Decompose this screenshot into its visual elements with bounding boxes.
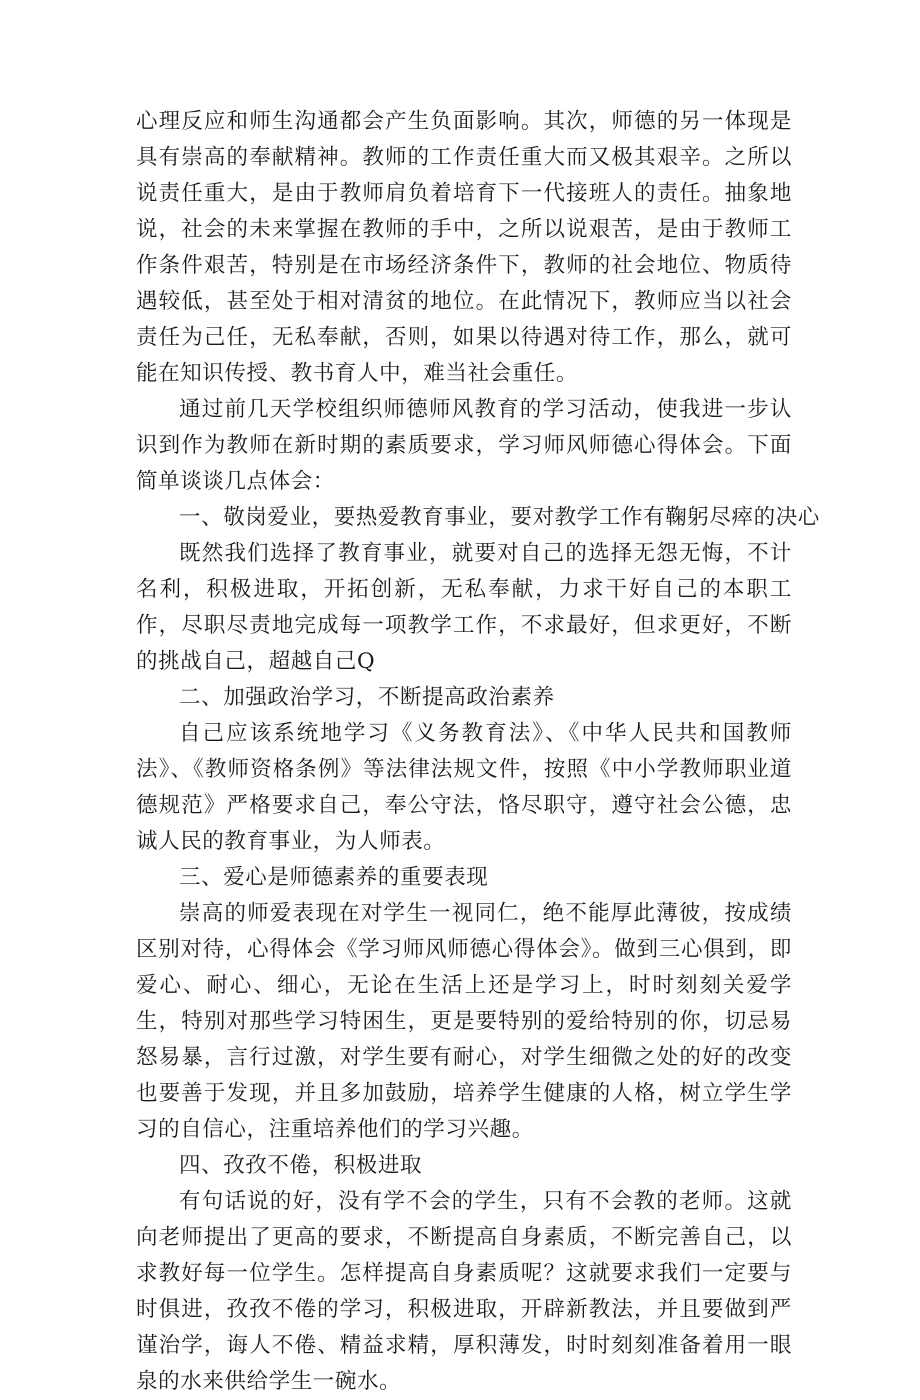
paragraph-4: 自己应该系统地学习《义务教育法》、《中华人民共和国教师法》、《教师资格条例》等法律法规文件，按照《中小学教师职业道德规范》严格要求自己，奉公守法，恪尽职守，遵守社会公德，忠诚人民的教育事业，为人师表。 [136,721,792,854]
section-heading-4: 四、孜孜不倦，积极进取 [179,1153,423,1178]
section-heading-2: 二、加强政治学习，不断提高政治素养 [179,685,555,710]
section-heading-3: 三、爱心是师德素养的重要表现 [179,865,489,890]
paragraph-1: 心理反应和师生沟通都会产生负面影响。其次，师德的另一体现是具有崇高的奉献精神。教师的工作责任重大而又极其艰辛。之所以说责任重大，是由于教师肩负着培育下一代接班人的责任。抽象地说，社会的未来掌握在教师的手中，之所以说艰苦，是由于教师工作条件艰苦，特别是在市场经济条件下，教师的社会地位、物质待遇较低，甚至处于相对清贫的地位。在此情况下，教师应当以社会责任为己任，无私奉献，否则，如果以待遇对待工作，那么，就可能在知识传授、教书育人中，难当社会重任。 [136,109,792,386]
paragraph-5: 崇高的师爱表现在对学生一视同仁，绝不能厚此薄彼，按成绩区别对待，心得体会《学习师风师德心得体会》。做到三心俱到，即爱心、耐心、细心，无论在生活上还是学习上，时时刻刻关爱学生，特别对那些学习特困生，更是要特别的爱给特别的你，切忌易怒易暴，言行过激，对学生要有耐心，对学生细微之处的好的改变也要善于发现，并且多加鼓励，培养学生健康的人格，树立学生学习的自信心，注重培养他们的学习兴趣。 [136,901,792,1142]
paragraph-3: 既然我们选择了教育事业，就要对自己的选择无怨无悔，不计名利，积极进取，开拓创新，无私奉献，力求干好自己的本职工作，尽职尽责地完成每一项教学工作，不求最好，但求更好，不断的挑战自己，超越自己Q [136,541,792,674]
section-heading-1: 一、敬岗爱业，要热爱教育事业，要对教学工作有鞠躬尽瘁的决心 [179,505,820,530]
paragraph-6: 有句话说的好，没有学不会的学生，只有不会教的老师。这就向老师提出了更高的要求，不断提高自身素质，不断完善自己，以求教好每一位学生。怎样提高自身素质呢？这就要求我们一定要与时俱进，孜孜不倦的学习，积极进取，开辟新教法，并且要做到严谨治学，诲人不倦、精益求精，厚积薄发，时时刻刻准备着用一眼泉的水来供给学生一碗水。 [136,1189,792,1394]
paragraph-2: 通过前几天学校组织师德师风教育的学习活动，使我进一步认识到作为教师在新时期的素质要求，学习师风师德心得体会。下面简单谈谈几点体会： [136,397,792,494]
document-body [136,104,820,1400]
